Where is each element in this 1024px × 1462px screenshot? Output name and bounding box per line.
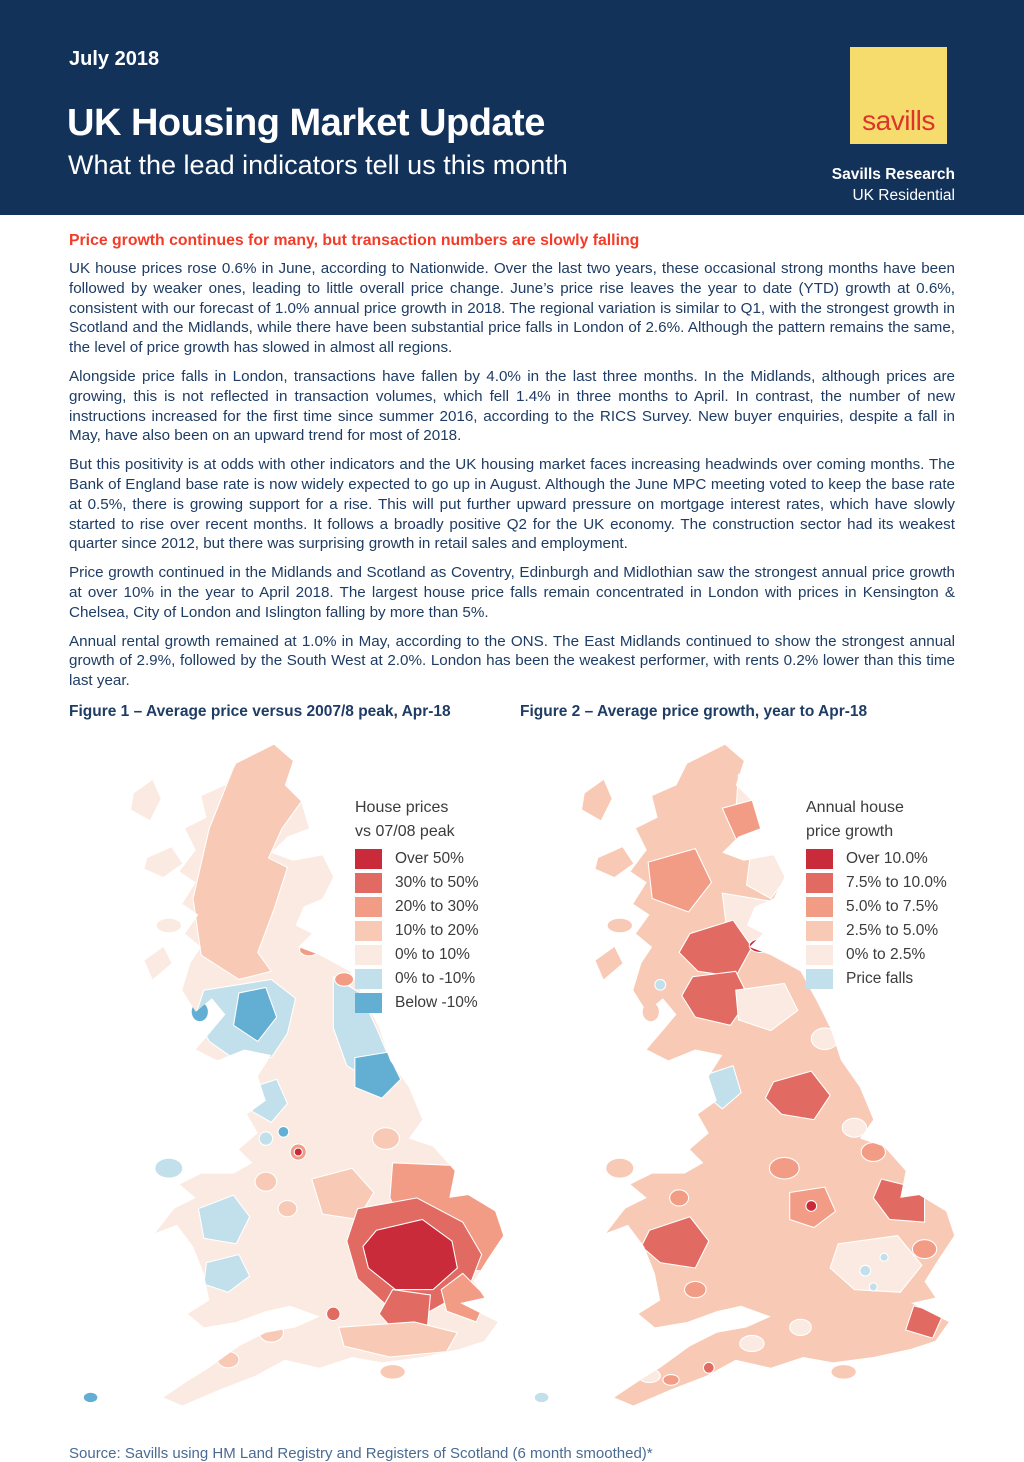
legend-item	[806, 921, 964, 941]
legend-swatch	[355, 873, 382, 893]
legend-swatch	[355, 849, 382, 869]
legend-item	[355, 873, 513, 893]
legend-label: 0% to 10%	[395, 945, 470, 963]
paragraph-4: Price growth continued in the Midlands and Scotland as Coventry, Edinburgh and Midlothian saw the strongest annual price growth at over 10% in the year to April 2018. The largest house price falls remain concentrated in London with prices in Kensington & Chelsea, City of London and Islington falling by more than 5%.	[69, 564, 955, 621]
legend-item	[806, 945, 964, 965]
figure-2-legend-title	[806, 796, 964, 844]
figure-2-map	[520, 734, 965, 1431]
legend-swatch	[355, 921, 382, 941]
article-heading: Price growth continues for many, but transaction numbers are slowly falling	[69, 232, 640, 249]
legend-item	[355, 945, 513, 965]
figure-1-caption: Figure 1 – Average price versus 2007/8 peak, Apr-18	[69, 702, 451, 720]
page-subtitle: What the lead indicators tell us this month	[68, 150, 568, 180]
legend-label: Below -10%	[395, 993, 478, 1011]
legend-swatch	[355, 993, 382, 1013]
legend-label: Price falls	[846, 969, 914, 987]
legend-item	[355, 921, 513, 941]
legend-label: 0% to -10%	[395, 969, 476, 987]
source-note: Source: Savills using HM Land Registry and Registers of Scotland (6 month smoothed)*	[69, 1444, 653, 1462]
legend-item	[355, 993, 513, 1013]
legend-label: 7.5% to 10.0%	[846, 873, 947, 891]
legend-item	[806, 897, 964, 917]
legend-item	[355, 849, 513, 869]
legend-label: 2.5% to 5.0%	[846, 921, 939, 939]
paragraph-5: Annual rental growth remained at 1.0% in May, according to the ONS. The East Midlands continued to show the strongest annual growth of 2.9%, followed by the South West at 2.0%. London has been the weakest performer, with rents 0.2% lower than this time last year.	[69, 632, 955, 690]
legend-swatch	[355, 969, 382, 989]
legend-item	[355, 969, 513, 989]
figure-1-legend-items	[355, 849, 513, 1013]
figure-1-legend	[355, 796, 513, 1017]
legend-item	[806, 969, 964, 989]
legend-swatch	[806, 921, 833, 941]
legend-item	[355, 897, 513, 917]
org-research: Savills Research	[831, 166, 955, 183]
legend-title-line1: Annual house	[806, 798, 904, 816]
legend-label: 30% to 50%	[395, 873, 479, 891]
legend-swatch	[806, 897, 833, 917]
figure-2-caption: Figure 2 – Average price growth, year to Apr-18	[520, 702, 868, 720]
page-title: UK Housing Market Update	[67, 102, 545, 144]
savills-logo-text: savills	[862, 105, 935, 136]
figure-1-legend-title	[355, 796, 513, 844]
legend-swatch	[806, 945, 833, 965]
paragraph-2: Alongside price falls in London, transactions have fallen by 4.0% in the last three months. In the Midlands, although prices are growing, this is not reflected in transaction volumes, which fell 1.4% in three months to April. In contrast, the number of new instructions increased for the first time since summer 2016, according to the RICS Survey. New buyer enquiries, despite a fall in May, have also been on an upward trend for most of 2018.	[69, 367, 955, 445]
legend-title-line2: vs 07/08 peak	[355, 822, 455, 840]
legend-label: 0% to 2.5%	[846, 945, 926, 963]
legend-swatch	[806, 849, 833, 869]
legend-title-line1: House prices	[355, 798, 449, 816]
legend-swatch	[806, 873, 833, 893]
legend-label: 20% to 30%	[395, 897, 479, 915]
org-block	[832, 166, 955, 205]
figure-2-legend	[806, 796, 964, 993]
figure-2-legend-items	[806, 849, 964, 989]
legend-label: 5.0% to 7.5%	[846, 897, 939, 915]
legend-item	[806, 873, 964, 893]
legend-label: Over 10.0%	[846, 849, 928, 867]
org-residential: UK Residential	[852, 187, 955, 204]
paragraph-1: UK house prices rose 0.6% in June, according to Nationwide. Over the last two years, these occasional strong months have been followed by weaker ones, leading to little overall price change. June’s price rise leaves the year to date (YTD) growth at 0.6%, consistent with our forecast of 1.0% annual price growth in 2018. The regional variation is similar to Q1, with the strongest growth in Scotland and the Midlands, while there have been substantial price falls in London of 2.6%. Although the pattern remains the same, the level of price growth has slowed in almost all regions.	[69, 260, 955, 357]
figure-2	[520, 703, 965, 1431]
paragraph-3: But this positivity is at odds with other indicators and the UK housing market faces increasing headwinds over coming months. The Bank of England base rate is now widely expected to go up in August. Although the June MPC meeting voted to keep the base rate at 0.5%, there is growing support for a rise. This will put further upward pressure on mortgage interest rates, which have slowly started to rise over recent months. It follows a broadly positive Q2 for the UK economy. The construction sector had its weakest quarter since 2012, but there was surprising growth in retail sales and employment.	[69, 456, 955, 553]
figure-1	[69, 703, 514, 1431]
legend-item	[806, 849, 964, 869]
figures-row	[69, 703, 955, 1431]
issue-date: July 2018	[69, 48, 160, 70]
legend-swatch	[355, 897, 382, 917]
figure-1-map	[69, 734, 514, 1431]
legend-swatch	[806, 969, 833, 989]
legend-swatch	[355, 945, 382, 965]
legend-label: Over 50%	[395, 849, 464, 867]
legend-title-line2: price growth	[806, 822, 894, 840]
article	[0, 232, 1024, 1462]
savills-logo	[850, 47, 947, 144]
header-banner	[0, 0, 1024, 215]
legend-label: 10% to 20%	[395, 921, 479, 939]
